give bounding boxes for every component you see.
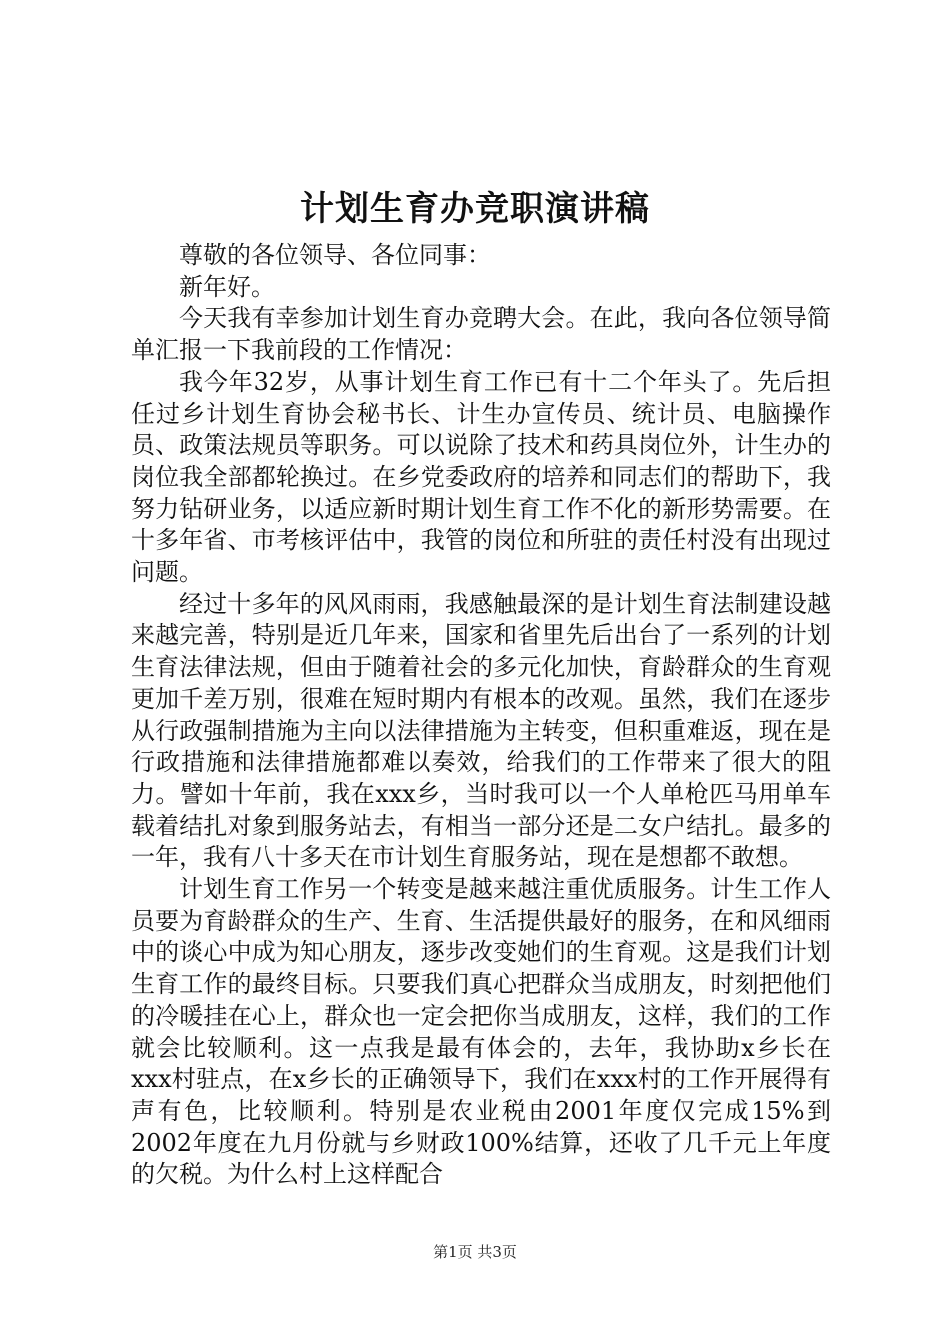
- document-title: 计划生育办竞职演讲稿: [300, 189, 650, 229]
- document-body: [131, 240, 831, 1191]
- paragraph-greeting: 新年好。: [179, 272, 275, 301]
- paragraph-service-changes: 计划生育工作另一个转变是越来越注重优质服务。计生工作人员要为育龄群众的生产、生育、生活提供最好的服务，在和风细雨中的谈心中成为知心朋友，逐步改变她们的生育观。这是我们计划生育工作的最终目标。只要我们真心把群众当成朋友，时刻把他们的冷暖挂在心上，群众也一定会把你当成朋友，这样，我们的工作就会比较顺利。这一点我是最有体会的，去年，我协助x乡长在xxx村驻点，在x乡长的正确领导下，我们在xxx村的工作开展得有声有色，比较顺利。特别是农业税由2001年度仅完成15%到2002年度在九月份就与乡财政100%结算，还收了几千元上年度的欠税。为什么村上这样配合: [131, 875, 831, 1189]
- paragraph-salutation: 尊敬的各位领导、各位同事：: [179, 241, 491, 269]
- paragraph-legal-changes: 经过十多年的风风雨雨，我感触最深的是计划生育法制建设越来越完善，特别是近几年来，国家和省里先后出台了一系列的计划生育法律法规，但由于随着社会的多元化加快，育龄群众的生育观更加千差万别，很难在短时期内有根本的改观。虽然，我们在逐步从行政强制措施为主向以法律措施为主转变，但积重难返，现在是行政措施和法律措施都难以奏效，给我们的工作带来了很大的阻力。譬如十年前，我在xxx乡，当时我可以一个人单枪匹马用单车载着结扎对象到服务站去，有相当一部分还是二女户结扎。最多的一年，我有八十多天在市计划生育服务站，现在是想都不敢想。: [131, 589, 831, 872]
- paragraph-intro: 今天我有幸参加计划生育办竞聘大会。在此，我向各位领导简单汇报一下我前段的工作情况：: [131, 304, 831, 365]
- page-number-footer: 第1页 共3页: [433, 1243, 517, 1261]
- paragraph-experience: 我今年32岁，从事计划生育工作已有十二个年头了。先后担任过乡计划生育协会秘书长、计生办宣传员、统计员、电脑操作员、政策法规员等职务。可以说除了技术和药具岗位外，计生办的岗位我全部都轮换过。在乡党委政府的培养和同志们的帮助下，我努力钻研业务，以适应新时期计划生育工作不化的新形势需要。在十多年省、市考核评估中，我管的岗位和所驻的责任村没有出现过问题。: [131, 367, 831, 587]
